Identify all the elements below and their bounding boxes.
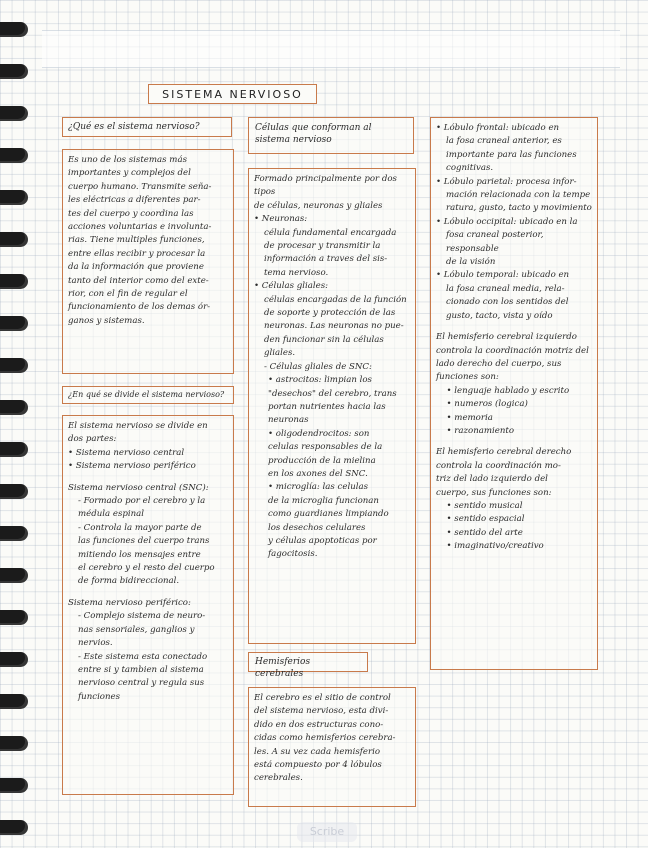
text-line: del sistema nervioso, esta divi- (254, 706, 389, 717)
text-line: Sistema nervioso periférico: (68, 597, 191, 608)
text-line: fagocitosis. (268, 549, 318, 560)
answer-lobes-hemispheres (430, 117, 598, 670)
text-line: • Lóbulo parietal: procesa infor- (436, 176, 577, 187)
text-line: controla la coordinación motriz del (436, 345, 589, 356)
text-line: neuronas (268, 415, 309, 426)
text-line: El sistema nervioso se divide en (68, 421, 208, 431)
text-line: • lenguaje hablado y escrito (446, 385, 570, 396)
text-line: la fosa craneal anterior, es (446, 136, 562, 147)
text-line: tes del cuerpo y coordina las (68, 208, 194, 219)
text-line: - Controla la mayor parte de (78, 522, 202, 533)
text-line: ratura, gusto, tacto y movimiento (446, 203, 592, 214)
text-line (436, 438, 592, 446)
text-line: de forma bidireccional. (78, 576, 180, 587)
text-line: • sentido musical (446, 500, 523, 511)
spiral-binding (0, 0, 28, 848)
text-line: portan nutrientes hacia las (268, 401, 386, 412)
text-line: • oligodendrocitos: son (268, 428, 370, 439)
text-line: El hemisferio cerebral izquierdo (436, 332, 577, 343)
text-line: rior, con el fin de regular el (68, 289, 188, 300)
text-line: cerebrales. (254, 773, 303, 784)
text-line: la fosa craneal media, rela- (446, 283, 565, 294)
question-what-is: ¿Qué es el sistema nervioso? (62, 117, 232, 137)
text-line: celulas responsables de la (268, 442, 383, 453)
text-line: funciones son: (436, 372, 499, 383)
text-line: de la microglia funcionan (268, 495, 379, 506)
text-line: cionado con los sentidos del (446, 297, 569, 308)
text-line: producción de la mielina (268, 455, 376, 466)
text-line: células encargadas de la función (264, 294, 407, 305)
text-line: importante para las funciones (446, 149, 577, 160)
text-line: las funciones del cuerpo trans (78, 536, 210, 547)
text-line: de soporte y protección de las (264, 308, 396, 319)
text-line: importantes y complejos del (68, 168, 191, 179)
text-line: • Lóbulo occipital: ubicado en la (436, 216, 578, 227)
text-line: cuerpo, sus funciones son: (436, 487, 552, 498)
text-line: - Este sistema esta conectado (78, 651, 208, 662)
text-line: lado derecho del cuerpo, sus (436, 358, 562, 369)
text-line: de procesar y transmitir la (264, 241, 381, 252)
text-line (68, 589, 228, 597)
text-line: información a traves del sis- (264, 254, 388, 265)
answer-cells (248, 168, 416, 644)
text-line: "desechos" del cerebro, trans (268, 388, 397, 399)
heading-hemispheres: Hemisferios cerebrales (248, 652, 368, 672)
text-line: está compuesto por 4 lóbulos (254, 760, 382, 771)
text-line: les. A su vez cada hemisferio (254, 746, 381, 757)
text-line: Sistema nervioso central (SNC): (68, 482, 209, 493)
text-line: • Neuronas: (254, 214, 308, 225)
page-title: SISTEMA NERVIOSO (148, 84, 317, 104)
text-line: funciones (78, 691, 121, 702)
text-line: entre si y tambien al sistema (78, 664, 204, 675)
text-line: cuerpo humano. Transmite seña- (68, 181, 212, 192)
text-line: los desechos celulares (268, 522, 366, 533)
text-line: - Formado por el cerebro y la (78, 496, 206, 507)
text-line: nervios. (78, 638, 113, 649)
scribe-watermark: Scribe (297, 822, 357, 842)
text-line: • imaginativo/creativo (446, 541, 544, 552)
text-line: • Lóbulo temporal: ubicado en (436, 270, 570, 281)
text-line: célula fundamental encargada (264, 227, 397, 238)
text-line: mación relacionada con la tempe (446, 190, 591, 201)
text-line: • microglía: las celulas (268, 482, 369, 493)
text-line: cidas como hemisferios cerebra- (254, 733, 396, 744)
text-line: dos partes: (68, 434, 117, 445)
text-line: ganos y sistemas. (68, 315, 145, 326)
text-line: tanto del interior como del exte- (68, 275, 209, 286)
answer-division (62, 415, 234, 795)
text-line: • razonamiento (446, 425, 515, 436)
text-line: Es uno de los sistemas más (68, 155, 187, 165)
answer-hemispheres (248, 687, 416, 807)
text-line: - Células gliales de SNC: (264, 361, 372, 372)
text-line: triz del lado izquierdo del (436, 474, 548, 485)
text-line: funcionamiento de los demas ór- (68, 302, 211, 313)
question-division: ¿En qué se divide el sistema nervioso? (62, 386, 234, 404)
text-line: entre ellas recibir y procesar la (68, 248, 206, 259)
text-line (68, 474, 228, 482)
text-line: rias. Tiene multiples funciones, (68, 235, 205, 246)
text-line: - Complejo sistema de neuro- (78, 611, 206, 622)
text-line: gusto, tacto, vista y oído (446, 310, 553, 321)
text-line: • sentido del arte (446, 527, 523, 538)
text-line: • Sistema nervioso central (68, 447, 185, 458)
text-line: gliales. (264, 348, 296, 359)
header-strip (42, 30, 620, 68)
text-line: nervioso central y regula sus (78, 678, 205, 689)
text-line: nas sensoriales, ganglios y (78, 624, 195, 635)
answer-what-is (62, 149, 234, 374)
text-line: mitiendo los mensajes entre (78, 549, 201, 560)
text-line: dido en dos estructuras cono- (254, 719, 384, 730)
text-line: les eléctricas a diferentes par- (68, 195, 201, 206)
text-line: acciones voluntarias e involunta- (68, 222, 212, 233)
text-line: cognitivas. (446, 163, 494, 174)
text-line: da la información que proviene (68, 262, 204, 273)
text-line: neuronas. Las neuronas no pue- (264, 321, 404, 332)
text-line: • astrocitos: limpian los (268, 375, 372, 386)
text-line: en los axones del SNC. (268, 468, 368, 479)
text-line: como guardianes limpiando (268, 509, 389, 520)
text-line: de la visión (446, 257, 496, 268)
text-line: • Sistema nervioso periférico (68, 461, 196, 472)
text-line: • numeros (logica) (446, 399, 528, 410)
text-line: El hemisferio cerebral derecho (436, 447, 572, 458)
text-line: • Lóbulo frontal: ubicado en (436, 123, 560, 133)
text-line: médula espinal (78, 509, 145, 520)
text-line: • Células gliales: (254, 281, 329, 292)
text-line: • sentido espacial (446, 514, 525, 525)
question-cells: Células que conforman al sistema nervioso (248, 117, 414, 154)
text-line: controla la coordinación mo- (436, 460, 561, 471)
text-line: El cerebro es el sitio de control (254, 693, 391, 703)
text-line: el cerebro y el resto del cuerpo (78, 563, 215, 574)
text-line: y células apoptoticas por (268, 535, 377, 546)
text-line (436, 323, 592, 331)
text-line: • memoria (446, 412, 493, 423)
text-line: Formado principalmente por dos tipos (254, 174, 397, 198)
text-line: fosa craneal posterior, responsable (446, 230, 544, 254)
text-line: de células, neuronas y gliales (254, 200, 383, 211)
text-line: tema nervioso. (264, 267, 329, 278)
text-line: den funcionar sin la células (264, 334, 384, 345)
